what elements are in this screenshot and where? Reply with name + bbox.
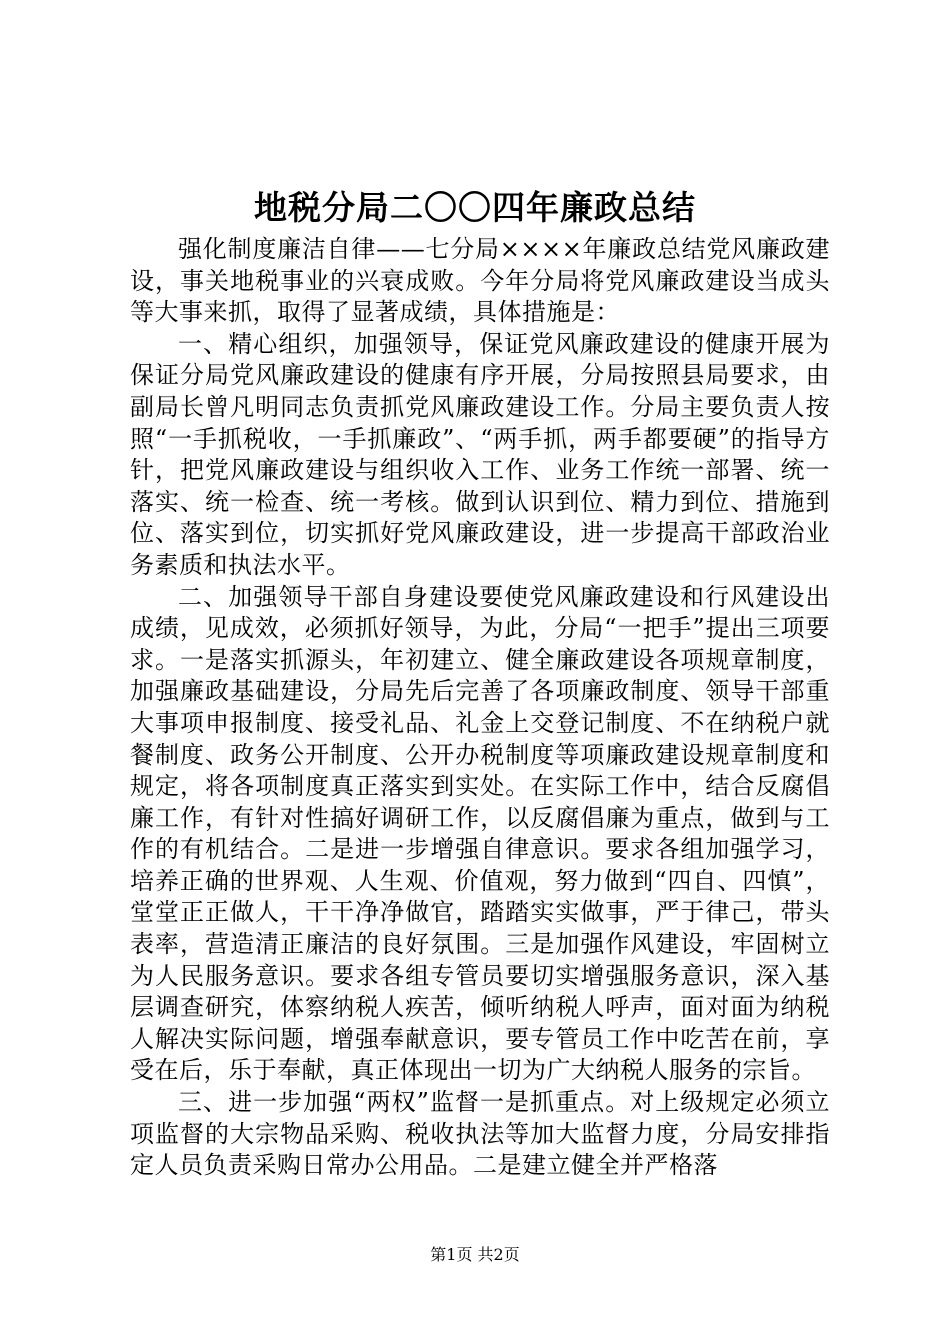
document-body [130, 234, 830, 1182]
page-number-footer: 第1页 共2页 [430, 1245, 520, 1264]
paragraph-section-3: 三、进一步加强“两权”监督一是抓重点。对上级规定必须立项监督的大宗物品采购、税收执法等加大监督力度，分局安排指定人员负责采购日常办公用品。二是建立健全并严格落 [130, 1088, 830, 1180]
paragraph-intro: 强化制度廉洁自律——七分局××××年廉政总结党风廉政建设，事关地税事业的兴衰成败。今年分局将党风廉政建设当成头等大事来抓，取得了显著成绩，具体措施是： [130, 235, 830, 327]
paragraph-section-2: 二、加强领导干部自身建设要使党风廉政建设和行风建设出成绩，见成效，必须抓好领导，为此，分局“一把手”提出三项要求。一是落实抓源头，年初建立、健全廉政建设各项规章制度，加强廉政基础建设，分局先后完善了各项廉政制度、领导干部重大事项申报制度、接受礼品、礼金上交登记制度、不在纳税户就餐制度、政务公开制度、公开办税制度等项廉政建设规章制度和规定，将各项制度真正落实到实处。在实际工作中，结合反腐倡廉工作，有针对性搞好调研工作，以反腐倡廉为重点，做到与工作的有机结合。二是进一步增强自律意识。要求各组加强学习，培养正确的世界观、人生观、价值观，努力做到“四自、四慎”，堂堂正正做人，干干净净做官，踏踏实实做事，严于律己，带头表率，营造清正廉洁的良好氛围。三是加强作风建设，牢固树立为人民服务意识。要求各组专管员要切实增强服务意识，深入基层调查研究，体察纳税人疾苦，倾听纳税人呼声，面对面为纳税人解决实际问题，增强奉献意识，要专管员工作中吃苦在前，享受在后，乐于奉献，真正体现出一切为广大纳税人服务的宗旨。 [130, 582, 830, 1085]
document-title: 地税分局二〇〇四年廉政总结 [254, 188, 696, 227]
paragraph-section-1: 一、精心组织，加强领导，保证党风廉政建设的健康开展为保证分局党风廉政建设的健康有序开展，分局按照县局要求，由副局长曾凡明同志负责抓党风廉政建设工作。分局主要负责人按照“一手抓税收，一手抓廉政”、“两手抓，两手都要硬”的指导方针，把党风廉政建设与组织收入工作、业务工作统一部署、统一落实、统一检查、统一考核。做到认识到位、精力到位、措施到位、落实到位，切实抓好党风廉政建设，进一步提高干部政治业务素质和执法水平。 [130, 329, 830, 579]
